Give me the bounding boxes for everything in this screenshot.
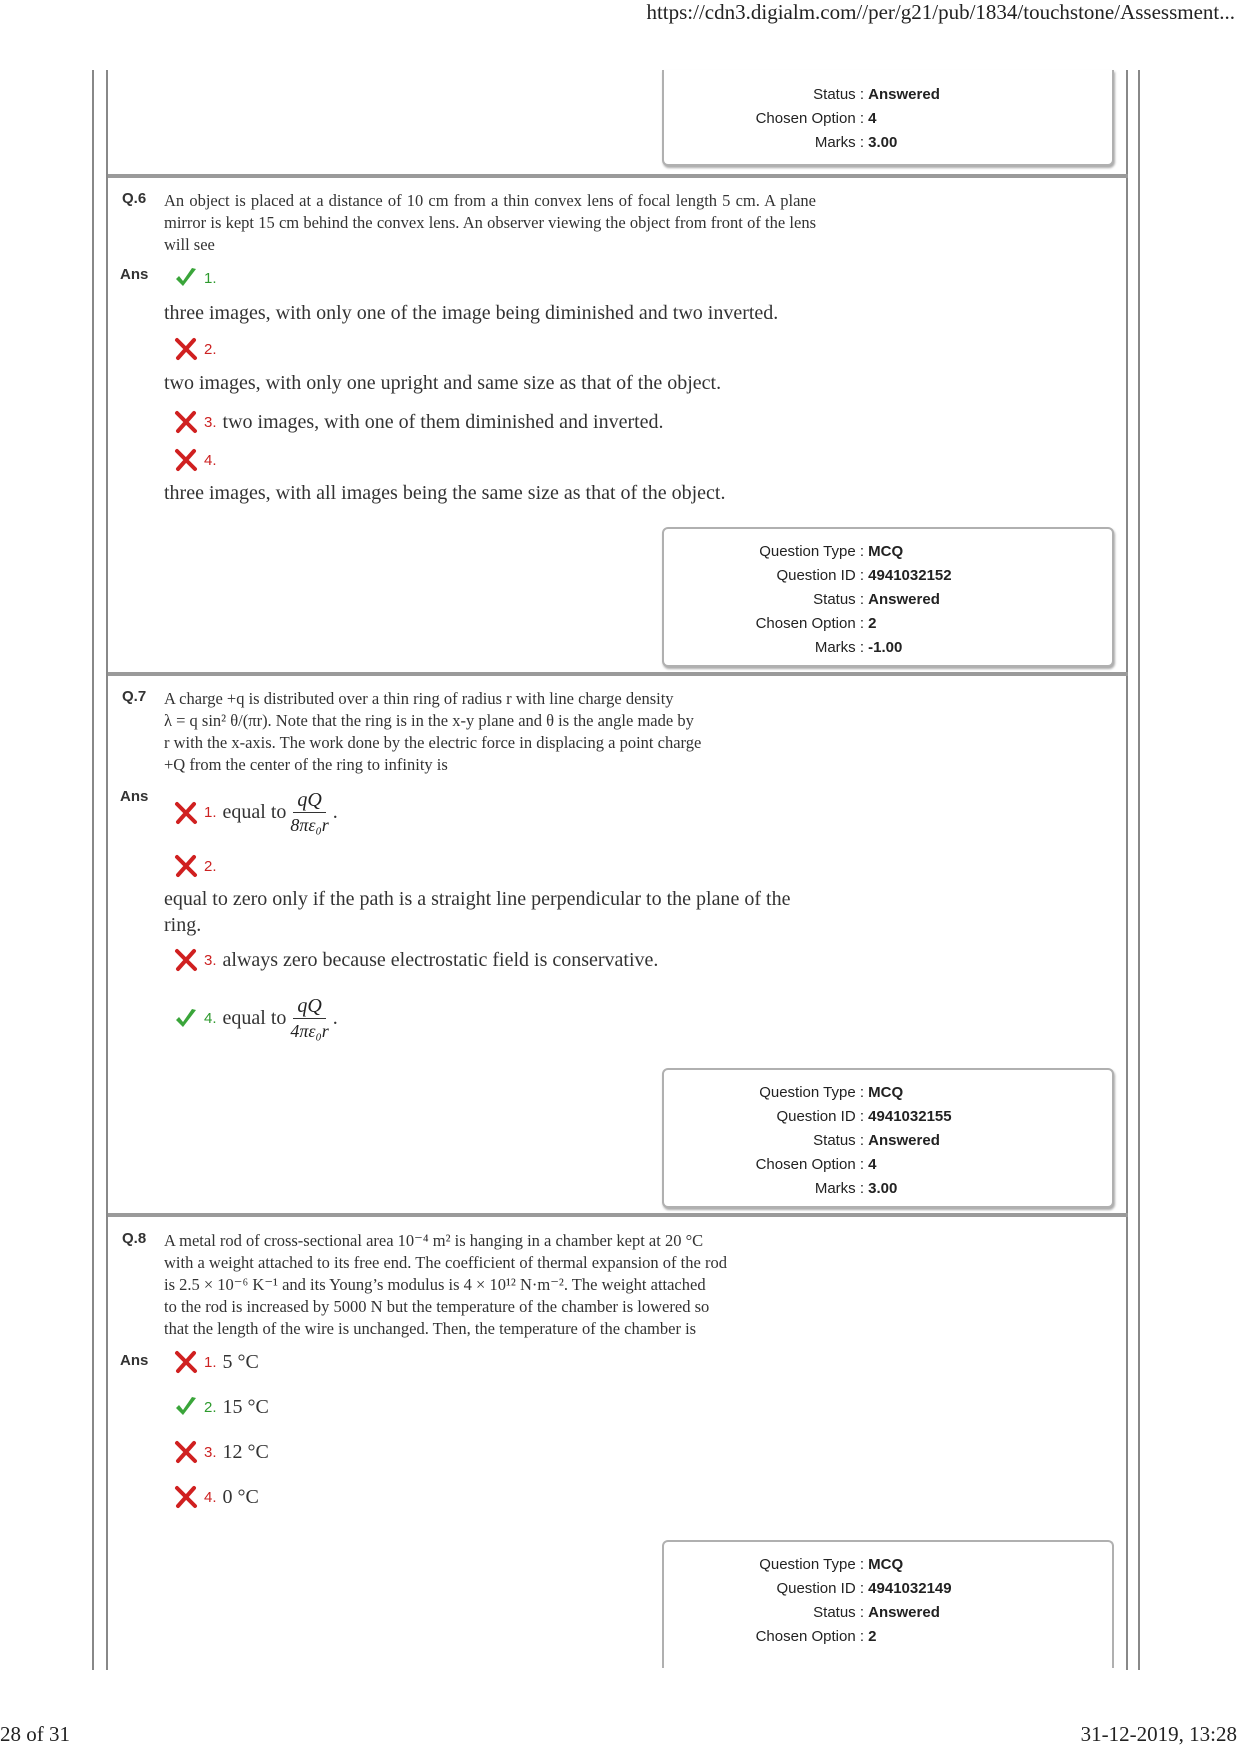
frame-left-outer [92,70,94,1670]
marks-label: Marks : [814,639,864,656]
option-1 [174,1350,259,1374]
option-number: 2. [204,340,217,358]
question-id-value: 4941032149 [868,1580,952,1597]
question-separator [108,174,1128,178]
option-number: 4. [204,1010,217,1027]
check-icon [174,266,198,290]
fraction-numerator: qQ [293,994,325,1019]
page-counter: 28 of 31 [0,1722,70,1746]
cross-icon [174,1485,198,1509]
question-type-label: Question Type : [759,1084,864,1101]
cross-icon [174,1350,198,1374]
question-text [164,688,816,776]
q7-info-box [662,1068,1114,1208]
option-text: equal to zero only if the path is a straight line perpendicular to the plane of the ring. [164,888,791,936]
option-number: 1. [204,1353,217,1371]
question-separator [108,1213,1128,1217]
option-1 [174,788,338,837]
option-4 [174,1485,259,1509]
option-text: two images, with one of them diminished and inverted. [222,410,664,433]
question-text-line: is 2.5 × 10⁻⁶ K⁻¹ and its Young’s modulus is 4 × 10¹² N·m⁻². The weight attached [164,1275,706,1294]
option-number: 1. [204,269,217,287]
option-text: two images, with only one upright and same size as that of the object. [164,372,722,394]
option-2 [174,854,223,878]
fraction-numerator: qQ [293,788,325,813]
option-1 [174,266,223,290]
marks-label: Marks : [814,134,864,151]
option-text: three images, with only one of the image being diminished and two inverted. [164,302,779,324]
marks-value: -1.00 [868,639,903,656]
cross-icon [174,948,198,972]
question-number: Q.7 [122,688,147,705]
chosen-option-label: Chosen Option : [755,110,864,127]
option-number: 3. [204,951,217,969]
question-text-line: to the rod is increased by 5000 N but the temperature of the chamber is lowered so [164,1297,710,1316]
question-text-line: A charge +q is distributed over a thin ring of radius r with line charge density [164,689,674,708]
question-number: Q.6 [122,190,147,207]
option-number: 3. [204,1443,217,1461]
question-type-label: Question Type : [759,1556,864,1573]
question-id-label: Question ID : [776,1108,864,1125]
frame-right-inner [1126,70,1128,1670]
cross-icon [174,854,198,878]
ans-label: Ans [120,788,149,805]
q5-info-box [662,70,1114,166]
question-text-line: λ = q sin² θ/(πr). Note that the ring is in the x-y plane and θ is the angle made by [164,711,694,730]
question-text: An object is placed at a distance of 10 cm from a thin convex lens of focal length 5 cm. A plane mirror is kept 15 cm behind the convex lens. An observer viewing the object from front of the lens will see [164,191,816,254]
status-value: Answered [868,591,940,608]
chosen-option-value: 4 [868,110,877,127]
question-id-value: 4941032152 [868,567,952,584]
chosen-option-value: 2 [868,615,877,632]
print-url: https://cdn3.digialm.com//per/g21/pub/1834/touchstone/Assessment... [646,0,1235,24]
option-4 [174,448,223,472]
question-id-label: Question ID : [776,567,864,584]
option-text: 0 °C [222,1485,259,1508]
question-text-line: A metal rod of cross-sectional area 10⁻⁴ m² is hanging in a chamber kept at 20 °C [164,1231,704,1250]
chosen-option-value: 2 [868,1628,877,1645]
cross-icon [174,410,198,434]
ans-label: Ans [120,266,149,283]
question-text-line: with a weight attached to its free end. The coefficient of thermal expansion of the rod [164,1253,727,1272]
ans-label: Ans [120,1352,149,1369]
option-2 [174,337,223,361]
fraction-denominator: 4πε₀r [290,1021,329,1041]
q6-info-box [662,527,1114,667]
cross-icon [174,337,198,361]
cross-icon [174,448,198,472]
q8-info-box [662,1540,1114,1668]
option-prefix: equal to [222,1007,287,1029]
frame-right-outer [1138,70,1140,1670]
frame-left-inner [106,70,108,1670]
question-type-label: Question Type : [759,543,864,560]
status-value: Answered [868,86,940,103]
option-prefix: equal to [222,801,287,823]
option-3 [174,948,658,972]
option-2 [174,1395,269,1419]
option-number: 3. [204,413,217,431]
option-number: 4. [204,1488,217,1506]
option-text: three images, with all images being the same size as that of the object. [164,482,726,504]
chosen-option-label: Chosen Option : [755,615,864,632]
option-text: 12 °C [222,1440,269,1463]
question-number: Q.8 [122,1230,147,1247]
option-text: 5 °C [222,1350,259,1373]
option-3 [174,410,664,434]
option-4 [174,994,338,1043]
cross-icon [174,801,198,825]
status-label: Status : [813,1132,864,1149]
question-id-label: Question ID : [776,1580,864,1597]
option-text: always zero because electrostatic field is conservative. [222,948,659,971]
option-text: 15 °C [222,1395,269,1418]
check-icon [174,1395,198,1419]
question-separator [108,672,1128,676]
marks-value: 3.00 [868,1180,898,1197]
marks-value: 3.00 [868,134,898,151]
marks-label: Marks : [814,1180,864,1197]
chosen-option-label: Chosen Option : [755,1628,864,1645]
question-text-line: r with the x-axis. The work done by the electric force in displacing a point charge [164,733,702,752]
cross-icon [174,1440,198,1464]
question-id-value: 4941032155 [868,1108,952,1125]
fraction [290,788,328,837]
question-type-value: MCQ [868,543,904,560]
question-type-value: MCQ [868,1084,904,1101]
check-icon [174,1007,198,1031]
chosen-option-label: Chosen Option : [755,1156,864,1173]
option-number: 2. [204,1398,217,1416]
option-3 [174,1440,269,1464]
status-label: Status : [813,86,864,103]
question-text-line: +Q from the center of the ring to infinity is [164,755,448,774]
chosen-option-value: 4 [868,1156,877,1173]
status-label: Status : [813,591,864,608]
option-number: 1. [204,804,217,821]
status-label: Status : [813,1604,864,1621]
status-value: Answered [868,1604,940,1621]
option-suffix: . [332,801,338,823]
question-type-value: MCQ [868,1556,904,1573]
option-number: 4. [204,451,217,469]
option-number: 2. [204,857,217,875]
question-text [164,1230,816,1340]
status-value: Answered [868,1132,940,1149]
option-suffix: . [332,1007,338,1029]
fraction-denominator: 8πε₀r [290,815,329,835]
question-text-line: that the length of the wire is unchanged. Then, the temperature of the chamber is [164,1319,697,1338]
fraction [290,994,328,1043]
print-datetime: 31-12-2019, 13:28 [1080,1722,1237,1746]
